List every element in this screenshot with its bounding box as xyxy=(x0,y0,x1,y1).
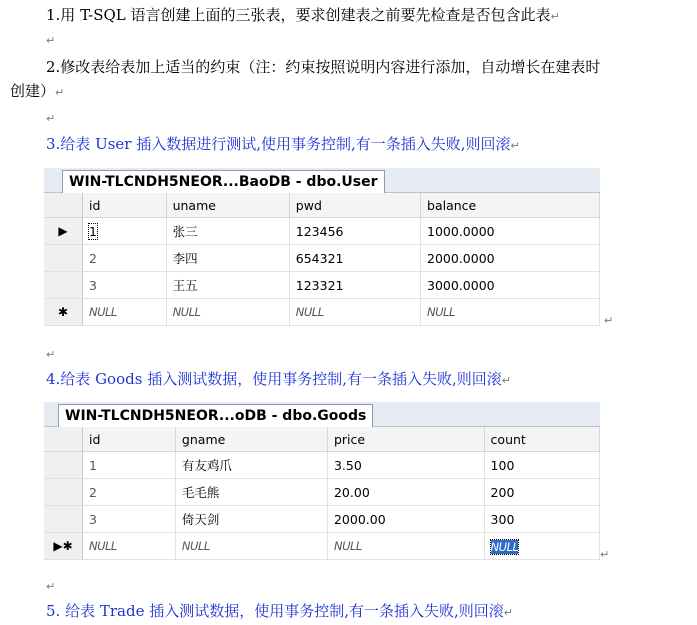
goods-data-table xyxy=(44,427,600,560)
paragraph-2-line-2 xyxy=(10,80,64,104)
paragraph-mark: ↵ xyxy=(46,34,56,47)
current-row-indicator[interactable]: ▶ xyxy=(44,218,83,245)
empty-paragraph xyxy=(0,106,55,130)
table-row xyxy=(44,452,600,479)
cell-count-null[interactable] xyxy=(484,533,599,560)
tab-bar xyxy=(44,168,600,193)
row-selector[interactable] xyxy=(44,479,83,506)
header-row xyxy=(44,193,600,218)
cell-id[interactable]: 1 xyxy=(83,452,176,479)
table-row xyxy=(44,245,600,272)
cell-uname[interactable]: 王五 xyxy=(166,272,289,299)
user-table-grid xyxy=(44,168,600,326)
paragraph-mark: ↵ xyxy=(604,314,614,327)
heading-trade-insert xyxy=(0,600,513,624)
cell-pwd[interactable]: 654321 xyxy=(289,245,420,272)
cell-id-null[interactable]: NULL xyxy=(83,533,176,560)
cell-count[interactable]: 100 xyxy=(484,452,599,479)
column-header-count[interactable]: count xyxy=(484,427,599,452)
paragraph-mark: ↵ xyxy=(46,580,56,593)
cell-count[interactable]: 300 xyxy=(484,506,599,533)
column-header-gname[interactable]: gname xyxy=(175,427,327,452)
column-header-uname[interactable]: uname xyxy=(166,193,289,218)
cell-count[interactable]: 200 xyxy=(484,479,599,506)
paragraph-2-text-b: 创建） xyxy=(10,82,56,100)
row-selector[interactable] xyxy=(44,272,83,299)
paragraph-mark: ↵ xyxy=(501,374,511,387)
paragraph-2-text-a: 2.修改表给表加上适当的约束（注：约束按照说明内容进行添加，自动增长在建表时 xyxy=(46,58,601,76)
heading-user-insert xyxy=(0,133,520,157)
cell-balance[interactable]: 1000.0000 xyxy=(421,218,600,245)
paragraph-1-text: 1.用 T-SQL 语言创建上面的三张表，要求创建表之前要先检查是否包含此表 xyxy=(46,6,551,24)
cell-pwd[interactable]: 123456 xyxy=(289,218,420,245)
current-new-row-indicator[interactable]: ▶✱ xyxy=(44,533,83,560)
cell-value: 1 xyxy=(89,223,97,239)
selected-cell-value: NULL xyxy=(490,539,519,554)
column-header-id[interactable]: id xyxy=(83,427,176,452)
column-header-id[interactable]: id xyxy=(83,193,167,218)
cell-balance[interactable]: 2000.0000 xyxy=(421,245,600,272)
empty-paragraph xyxy=(0,28,55,52)
cell-gname-null[interactable]: NULL xyxy=(175,533,327,560)
cell-id[interactable] xyxy=(83,218,167,245)
cell-id[interactable]: 2 xyxy=(83,479,176,506)
empty-paragraph xyxy=(0,342,55,366)
paragraph-1 xyxy=(0,4,560,28)
new-row xyxy=(44,533,600,560)
heading-goods-insert xyxy=(0,368,511,392)
table-row xyxy=(44,479,600,506)
column-header-price[interactable]: price xyxy=(327,427,484,452)
cell-pwd[interactable]: 123321 xyxy=(289,272,420,299)
header-row xyxy=(44,427,600,452)
row-selector[interactable] xyxy=(44,452,83,479)
new-row xyxy=(44,299,600,326)
cell-balance-null[interactable]: NULL xyxy=(421,299,600,326)
cell-id[interactable]: 3 xyxy=(83,272,167,299)
tab-bar xyxy=(44,402,600,427)
paragraph-3-text: 3.给表 User 插入数据进行测试,使用事务控制,有一条插入失败,则回滚 xyxy=(46,135,511,153)
table-row xyxy=(44,506,600,533)
row-selector[interactable] xyxy=(44,245,83,272)
cell-price[interactable]: 3.50 xyxy=(327,452,484,479)
column-header-balance[interactable]: balance xyxy=(421,193,600,218)
paragraph-mark: ↵ xyxy=(503,606,513,619)
user-data-table xyxy=(44,193,600,326)
cell-gname[interactable]: 有友鸡爪 xyxy=(175,452,327,479)
cell-uname[interactable]: 张三 xyxy=(166,218,289,245)
cell-pwd-null[interactable]: NULL xyxy=(289,299,420,326)
cell-id-null[interactable]: NULL xyxy=(83,299,167,326)
paragraph-mark: ↵ xyxy=(510,139,520,152)
paragraph-4-text: 4.给表 Goods 插入测试数据，使用事务控制,有一条插入失败,则回滚 xyxy=(46,370,502,388)
row-selector-header[interactable] xyxy=(44,193,83,218)
paragraph-5-text: 5. 给表 Trade 插入测试数据，使用事务控制,有一条插入失败,则回滚 xyxy=(46,602,504,620)
paragraph-2-line-1 xyxy=(0,56,600,78)
cell-price[interactable]: 2000.00 xyxy=(327,506,484,533)
cell-gname[interactable]: 毛毛熊 xyxy=(175,479,327,506)
table-row xyxy=(44,272,600,299)
row-selector-header[interactable] xyxy=(44,427,83,452)
paragraph-mark: ↵ xyxy=(46,112,56,125)
paragraph-mark: ↵ xyxy=(550,10,560,23)
table-row xyxy=(44,218,600,245)
cell-uname-null[interactable]: NULL xyxy=(166,299,289,326)
cell-price-null[interactable]: NULL xyxy=(327,533,484,560)
cell-gname[interactable]: 倚天剑 xyxy=(175,506,327,533)
empty-paragraph xyxy=(0,574,55,598)
column-header-pwd[interactable]: pwd xyxy=(289,193,420,218)
row-selector[interactable] xyxy=(44,506,83,533)
tab-dbo-user[interactable]: WIN-TLCNDH5NEOR...BaoDB - dbo.User xyxy=(62,170,385,193)
cell-id[interactable]: 3 xyxy=(83,506,176,533)
paragraph-mark: ↵ xyxy=(600,548,610,561)
cell-price[interactable]: 20.00 xyxy=(327,479,484,506)
new-row-indicator[interactable]: ✱ xyxy=(44,299,83,326)
cell-balance[interactable]: 3000.0000 xyxy=(421,272,600,299)
goods-table-grid xyxy=(44,402,600,560)
tab-dbo-goods[interactable]: WIN-TLCNDH5NEOR...oDB - dbo.Goods xyxy=(58,404,373,427)
paragraph-mark: ↵ xyxy=(55,86,65,99)
cell-id[interactable]: 2 xyxy=(83,245,167,272)
cell-uname[interactable]: 李四 xyxy=(166,245,289,272)
paragraph-mark: ↵ xyxy=(46,348,56,361)
